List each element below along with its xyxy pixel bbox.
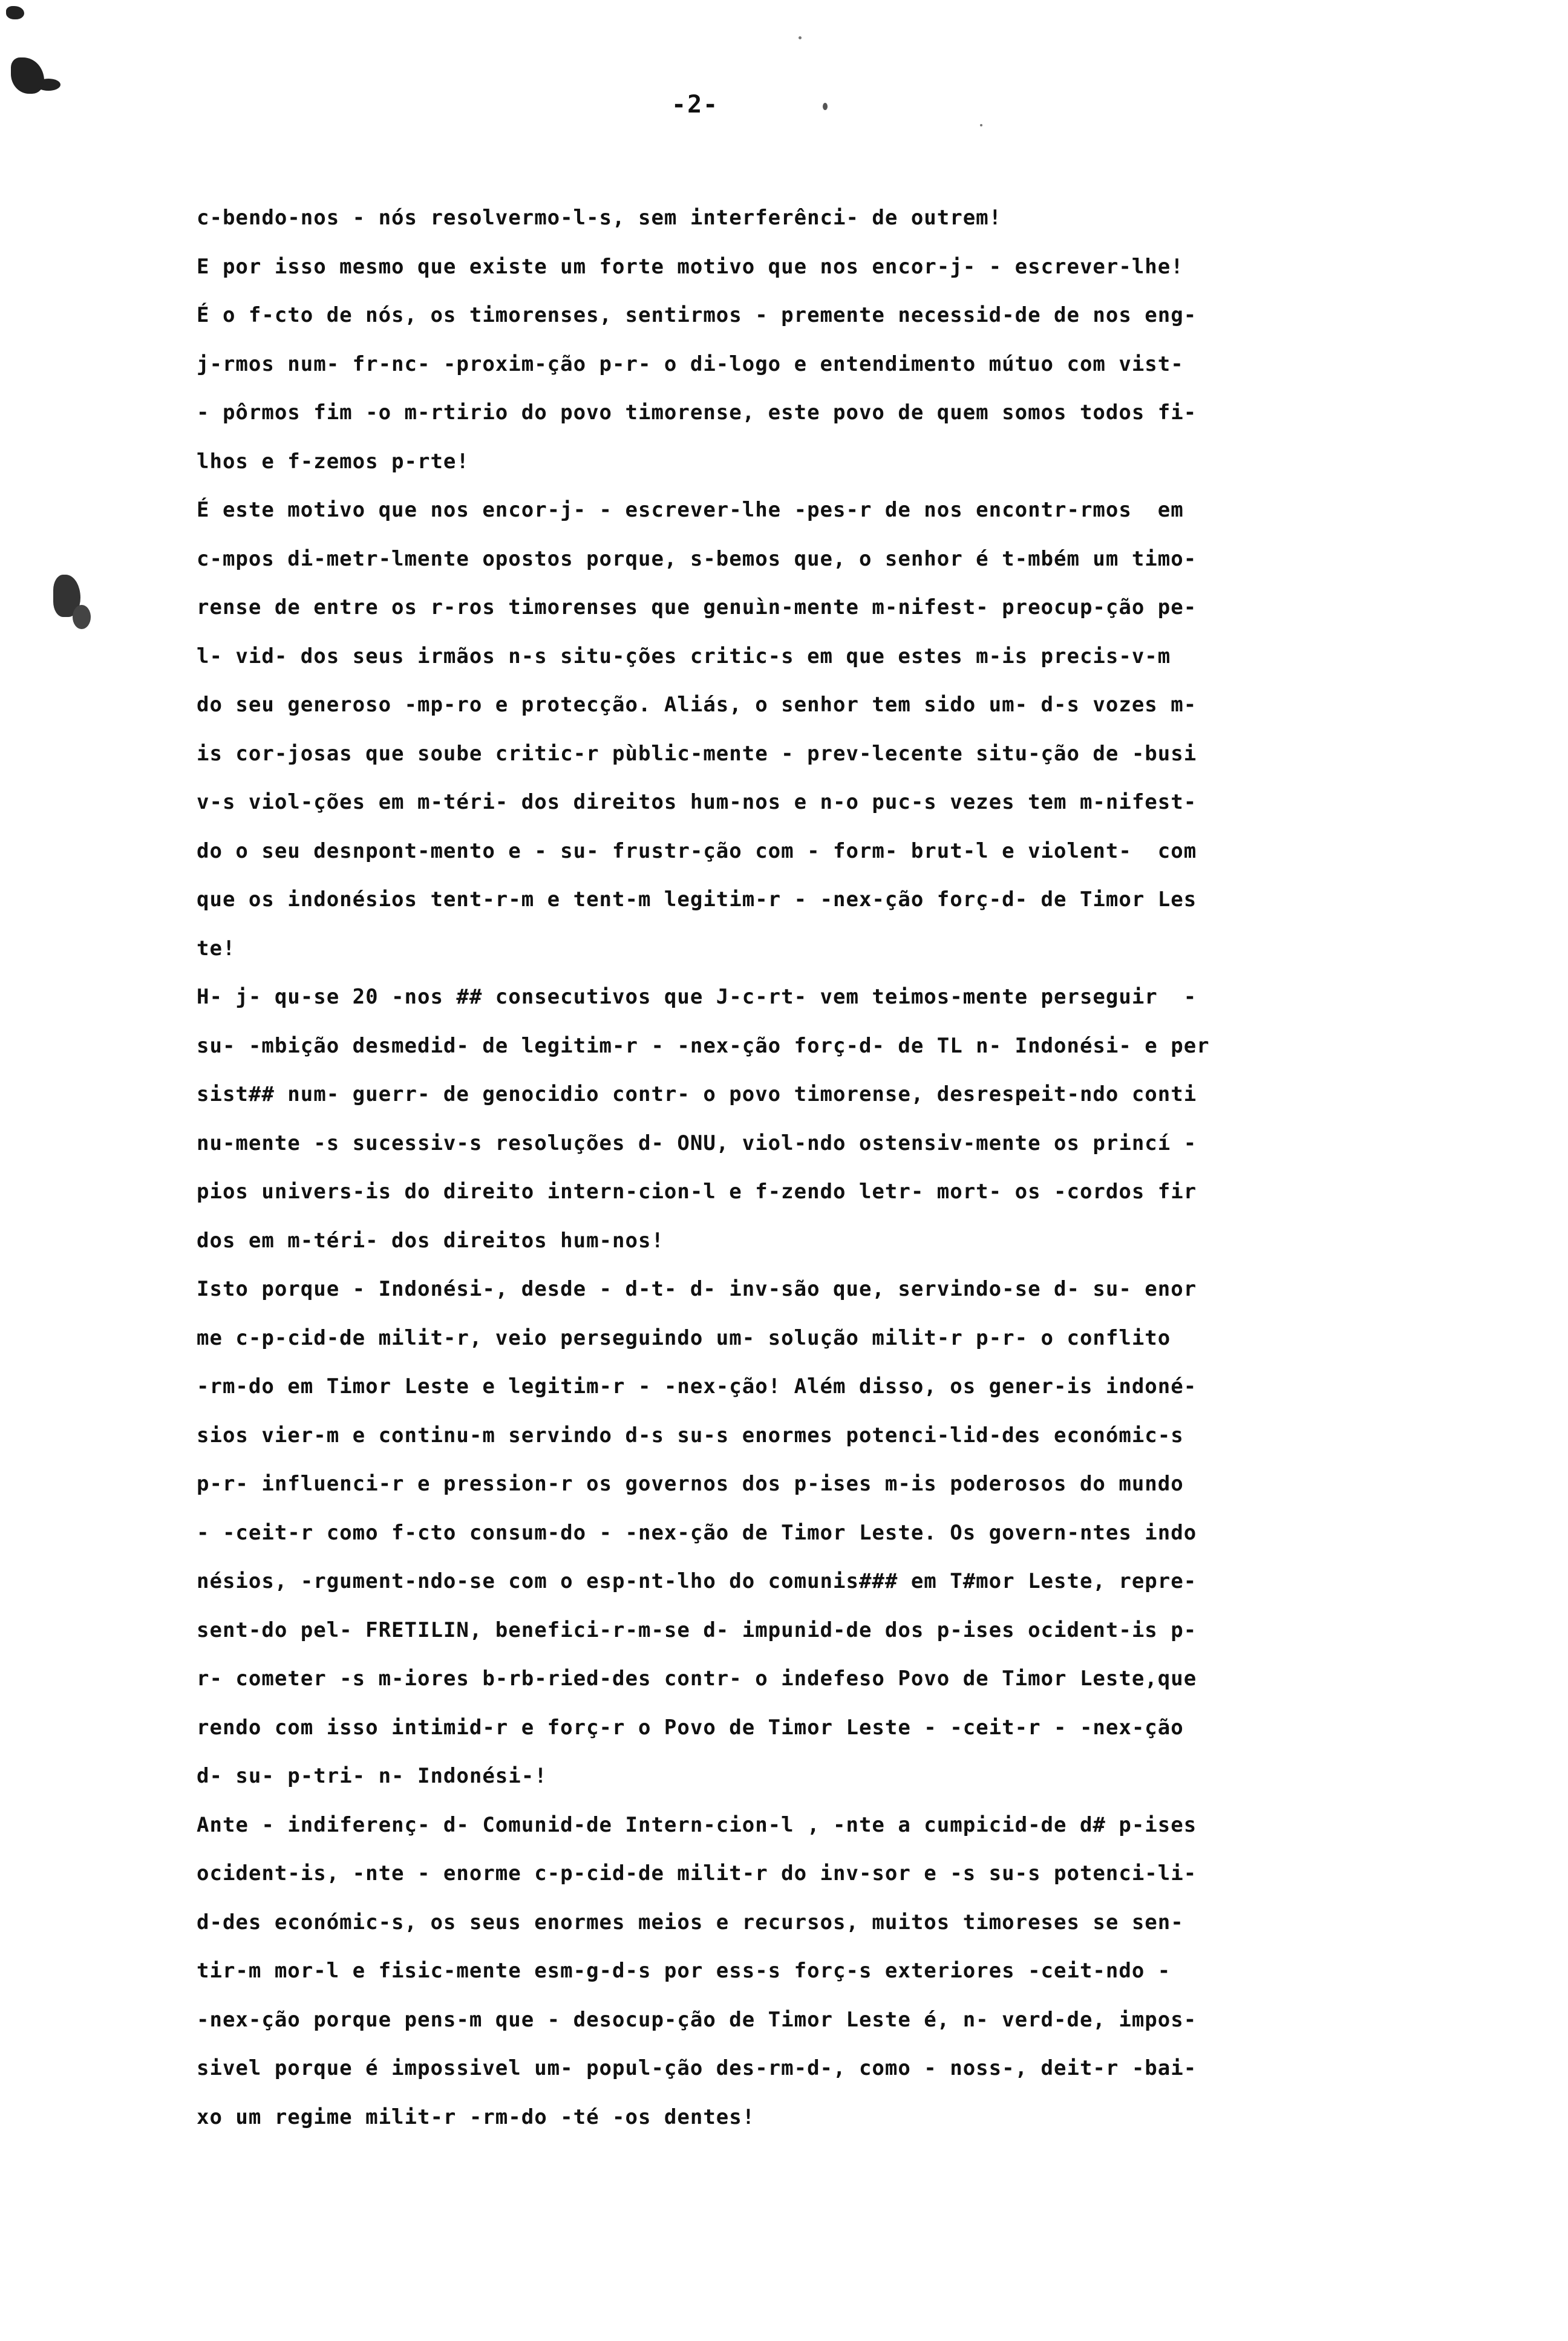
text-line: r- cometer -s m-iores b-rb-ried-des contr- o indefeso Povo de Timor Leste,que: [197, 1667, 1197, 1691]
text-line: nu-mente -s sucessiv-s resoluções d- ONU, viol-ndo ostensiv-mente os princí -: [197, 1131, 1197, 1155]
text-line: tir-m mor-l e fisic-mente esm-g-d-s por ess-s forç-s exteriores -ceit-ndo -: [197, 1959, 1171, 1983]
page-number: -2-: [671, 91, 719, 119]
text-line: pios univers-is do direito intern-cion-l e f-zendo letr- mort- os -cordos fir: [197, 1180, 1197, 1204]
text-line: - pôrmos fim -o m-rtirio do povo timorense, este povo de quem somos todos fi-: [197, 400, 1197, 425]
text-line: sist## num- guerr- de genocidio contr- o povo timorense, desrespeit-ndo conti: [197, 1082, 1197, 1106]
text-line: ocident-is, -nte - enorme c-p-cid-de milit-r do inv-sor e -s su-s potenci-li-: [197, 1861, 1197, 1886]
scan-smudge: [73, 605, 91, 629]
text-line: dos em m-téri- dos direitos hum-nos!: [197, 1228, 664, 1253]
text-line: l- vid- dos seus irmãos n-s situ-ções critic-s em que estes m-is precis-v-m: [197, 644, 1171, 668]
text-line: d-des económic-s, os seus enormes meios e recursos, muitos timoreses se sen-: [197, 1910, 1184, 1935]
text-line: rense de entre os r-ros timorenses que genuìn-mente m-nifest- preocup-ção pe-: [197, 595, 1197, 619]
text-line: Isto porque - Indonési-, desde - d-t- d- inv-são que, servindo-se d- su- enor: [197, 1277, 1197, 1301]
text-line: d- su- p-tri- n- Indonési-!: [197, 1764, 547, 1788]
scan-speck: [823, 103, 828, 110]
text-line: lhos e f-zemos p-rte!: [197, 449, 469, 474]
text-line: É este motivo que nos encor-j- - escrever-lhe -pes-r de nos encontr-rmos em: [197, 498, 1184, 522]
text-line: - -ceit-r como f-cto consum-do - -nex-ção de Timor Leste. Os govern-ntes indo: [197, 1520, 1197, 1545]
text-line: xo um regime milit-r -rm-do -té -os dentes!: [197, 2104, 756, 2129]
text-line: que os indonésios tent-r-m e tent-m legitim-r - -nex-ção forç-d- de Timor Les: [197, 887, 1197, 912]
text-line: nésios, -rgument-ndo-se com o esp-nt-lho do comunis### em T#mor Leste, repre-: [197, 1569, 1197, 1593]
text-line: -rm-do em Timor Leste e legitim-r - -nex-ção! Além disso, os gener-is indoné-: [197, 1374, 1197, 1399]
text-line: Ante - indiferenç- d- Comunid-de Intern-cion-l , -nte a cumpicid-de d# p-ises: [197, 1812, 1197, 1837]
scan-speck: [799, 36, 802, 39]
text-line: do o seu desnpont-mento e - su- frustr-ção com - form- brut-l e violent- com: [197, 838, 1197, 863]
text-line: me c-p-cid-de milit-r, veio perseguindo um- solução milit-r p-r- o conflito: [197, 1325, 1171, 1350]
scan-smudge: [36, 79, 60, 91]
text-line: c-bendo-nos - nós resolvermo-l-s, sem interferênci- de outrem!: [197, 206, 1002, 230]
scan-smudge: [6, 6, 24, 19]
scan-speck: [980, 124, 982, 126]
text-line: v-s viol-ções em m-téri- dos direitos hum-nos e n-o puc-s vezes tem m-nifest-: [197, 790, 1197, 814]
text-line: c-mpos di-metr-lmente opostos porque, s-bemos que, o senhor é t-mbém um timo-: [197, 546, 1197, 571]
text-line: is cor-josas que soube critic-r pùblic-mente - prev-lecente situ-ção de -busi: [197, 741, 1197, 766]
text-line: -nex-ção porque pens-m que - desocup-ção de Timor Leste é, n- verd-de, impos-: [197, 2007, 1197, 2032]
text-line: te!: [197, 936, 236, 961]
text-line: p-r- influenci-r e pression-r os governos dos p-ises m-is poderosos do mundo: [197, 1472, 1184, 1496]
text-line: sivel porque é impossivel um- popul-ção des-rm-d-, como - noss-, deit-r -bai-: [197, 2056, 1197, 2080]
text-line: H- j- qu-se 20 -nos ## consecutivos que J-c-rt- vem teimos-mente perseguir -: [197, 985, 1197, 1009]
text-line: rendo com isso intimid-r e forç-r o Povo de Timor Leste - -ceit-r - -nex-ção: [197, 1715, 1184, 1740]
text-line: j-rmos num- fr-nc- -proxim-ção p-r- o di-logo e entendimento mútuo com vist-: [197, 351, 1184, 376]
text-line: su- -mbição desmedid- de legitim-r - -nex-ção forç-d- de TL n- Indonési- e per: [197, 1033, 1210, 1058]
text-line: sent-do pel- FRETILIN, benefici-r-m-se d- impunid-de dos p-ises ocident-is p-: [197, 1618, 1197, 1642]
text-line: do seu generoso -mp-ro e protecção. Aliás, o senhor tem sido um- d-s vozes m-: [197, 693, 1197, 717]
text-line: E por isso mesmo que existe um forte motivo que nos encor-j- - escrever-lhe!: [197, 254, 1184, 279]
letter-body: [197, 194, 1370, 2141]
text-line: sios vier-m e continu-m servindo d-s su-s enormes potenci-lid-des económic-s: [197, 1423, 1184, 1448]
text-line: É o f-cto de nós, os timorenses, sentirmos - premente necessid-de de nos eng-: [197, 303, 1197, 327]
